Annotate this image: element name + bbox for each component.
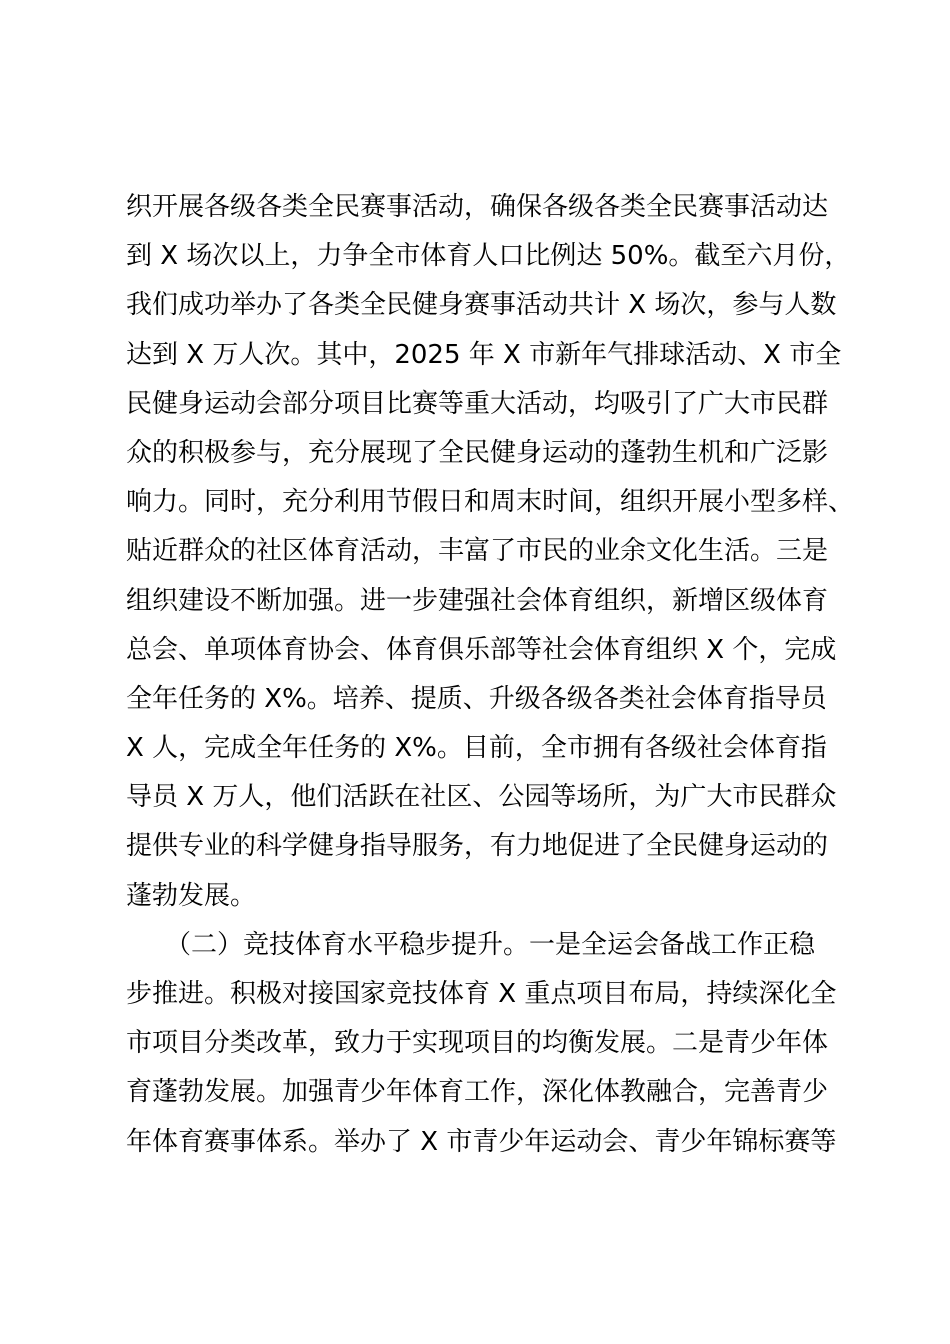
text-line: 提供专业的科学健身指导服务，有力地促进了全民健身运动的 <box>126 831 829 862</box>
document-body <box>126 183 855 1167</box>
text-line: 年体育赛事体系。举办了 X 市青少年运动会、青少年锦标赛等 <box>126 1126 837 1157</box>
text-line: 响力。同时，充分利用节假日和周末时间，组织开展小型多样、 <box>126 487 855 518</box>
text-line: 育蓬勃发展。加强青少年体育工作，深化体教融合，完善青少 <box>126 1077 829 1108</box>
text-line: 总会、单项体育协会、体育俱乐部等社会体育组织 X 个，完成 <box>126 634 837 665</box>
text-line: 组织建设不断加强。进一步建强社会体育组织，新增区级体育 <box>126 585 829 616</box>
text-line: 织开展各级各类全民赛事活动，确保各级各类全民赛事活动达 <box>126 192 829 222</box>
text-line: 步推进。积极对接国家竞技体育 X 重点项目布局，持续深化全 <box>126 979 837 1009</box>
text-line: 达到 X 万人次。其中，2025 年 X 市新年气排球活动、X 市全 <box>126 339 842 370</box>
text-line: 市项目分类改革，致力于实现项目的均衡发展。二是青少年体 <box>126 1028 829 1059</box>
text-line: 到 X 场次以上，力争全市体育人口比例达 50%。截至六月份， <box>126 241 851 272</box>
text-line: 贴近群众的社区体育活动，丰富了市民的业余文化生活。三是 <box>126 536 829 567</box>
text-line: 民健身运动会部分项目比赛等重大活动，均吸引了广大市民群 <box>126 388 829 419</box>
text-line: 我们成功举办了各类全民健身赛事活动共计 X 场次，参与人数 <box>126 290 837 321</box>
text-line: X 人，完成全年任务的 X%。目前，全市拥有各级社会体育指 <box>126 733 827 764</box>
text-line: 全年任务的 X%。培养、提质、升级各级各类社会体育指导员 <box>126 683 827 714</box>
text-line: 蓬勃发展。 <box>126 880 257 911</box>
text-line: 导员 X 万人，他们活跃在社区、公园等场所，为广大市民群众 <box>126 782 837 813</box>
text-line: 众的积极参与，充分展现了全民健身运动的蓬勃生机和广泛影 <box>126 437 829 468</box>
section-heading-line: （二）竞技体育水平稳步提升。一是全运会备战工作正稳 <box>126 929 816 960</box>
